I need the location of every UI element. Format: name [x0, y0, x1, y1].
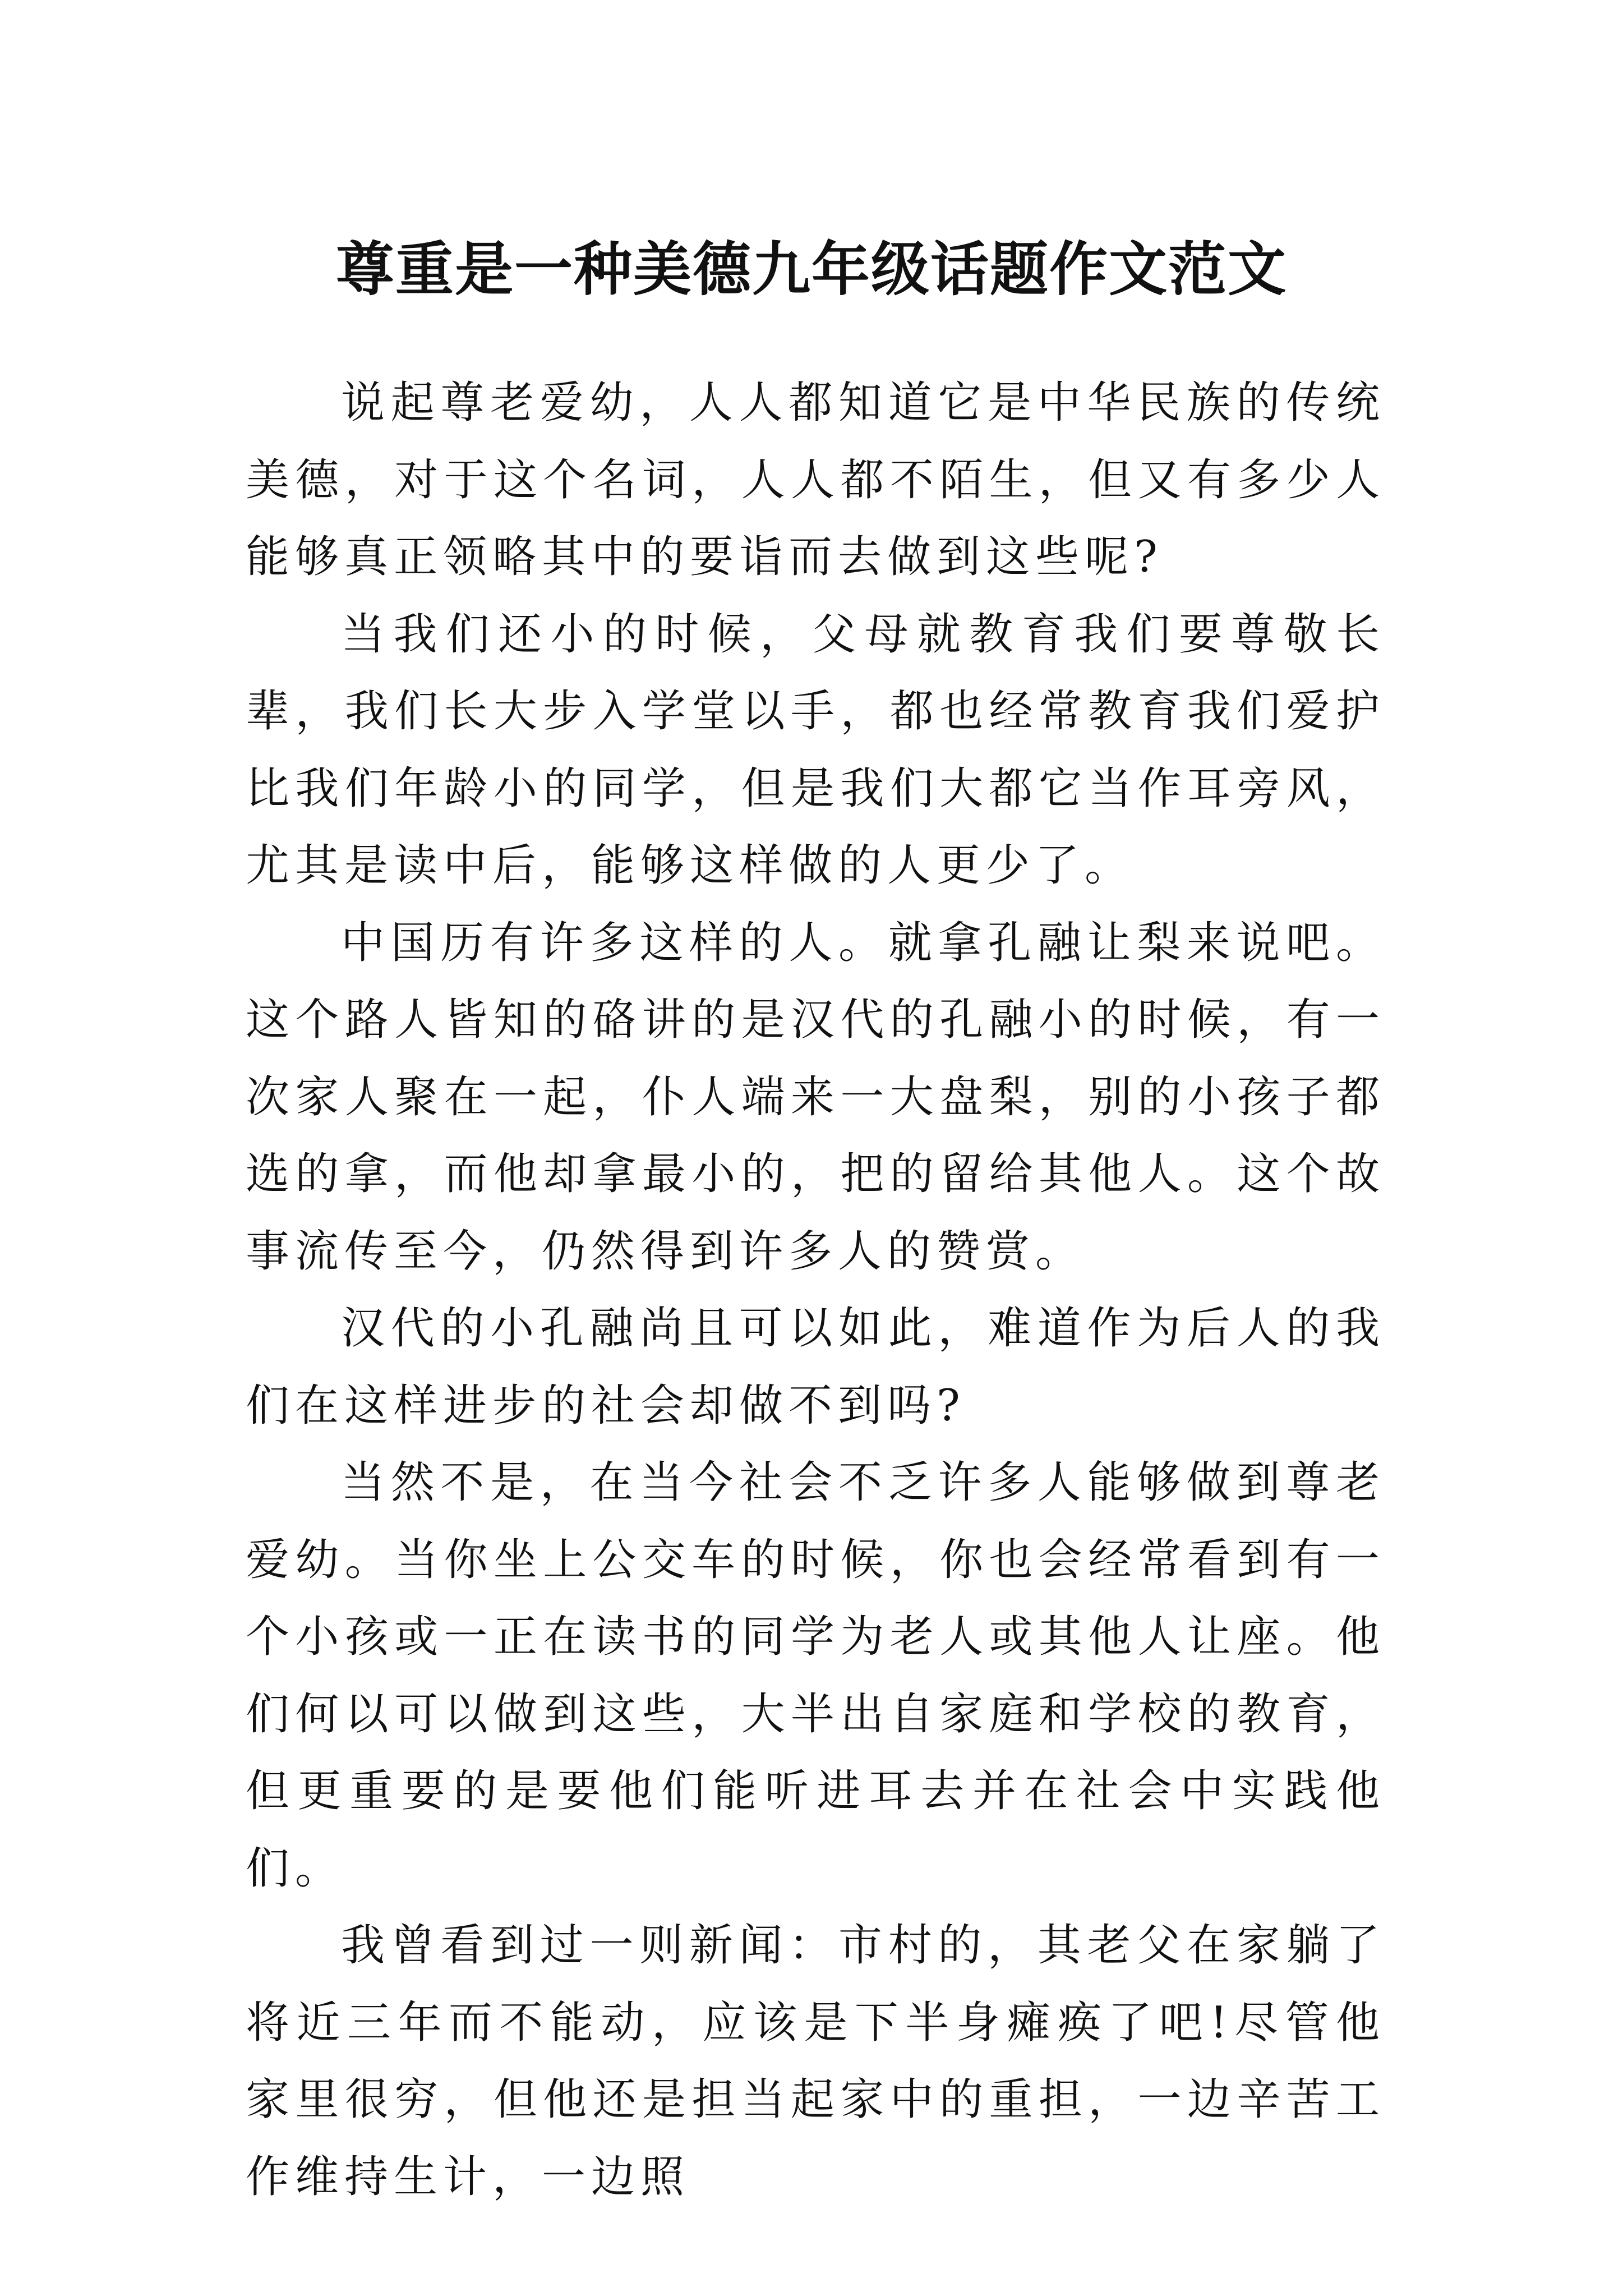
paragraph: 中国历有许多这样的人。就拿孔融让梨来说吧。这个路人皆知的硌讲的是汉代的孔融小的时候，有一次家人聚在一起，仆人端来一大盘梨，别的小孩子都选的拿，而他却拿最小的，把的留给其他人。这个故事流传至今，仍然得到许多人的赞赏。	[246, 917, 1385, 1277]
paragraph: 汉代的小孔融尚且可以如此，难道作为后人的我们在这样进步的社会却做不到吗?	[246, 1303, 1385, 1431]
paragraph: 当我们还小的时候，父母就教育我们要尊敬长辈，我们长大步入学堂以手，都也经常教育我们爱护比我们年龄小的同学，但是我们大都它当作耳旁风，尤其是读中后，能够这样做的人更少了。	[246, 609, 1385, 891]
document-body	[246, 365, 1385, 2216]
paragraph: 当然不是，在当今社会不乏许多人能够做到尊老爱幼。当你坐上公交车的时候，你也会经常看到有一个小孩或一正在读书的同学为老人或其他人让座。他们何以可以做到这些，大半出自家庭和学校的教育，但更重要的是要他们能听进耳去并在社会中实践他们。	[246, 1457, 1385, 1894]
document-title: 尊重是一种美德九年级话题作文范文	[335, 234, 1287, 303]
paragraph: 我曾看到过一则新闻：市村的，其老父在家躺了将近三年而不能动，应该是下半身瘫痪了吧!尽管他家里很穷，但他还是担当起家中的重担，一边辛苦工作维持生计，一边照	[246, 1920, 1385, 2202]
paragraph: 说起尊老爱幼，人人都知道它是中华民族的传统美德，对于这个名词，人人都不陌生，但又有多少人能够真正领略其中的要诣而去做到这些呢?	[246, 378, 1385, 582]
